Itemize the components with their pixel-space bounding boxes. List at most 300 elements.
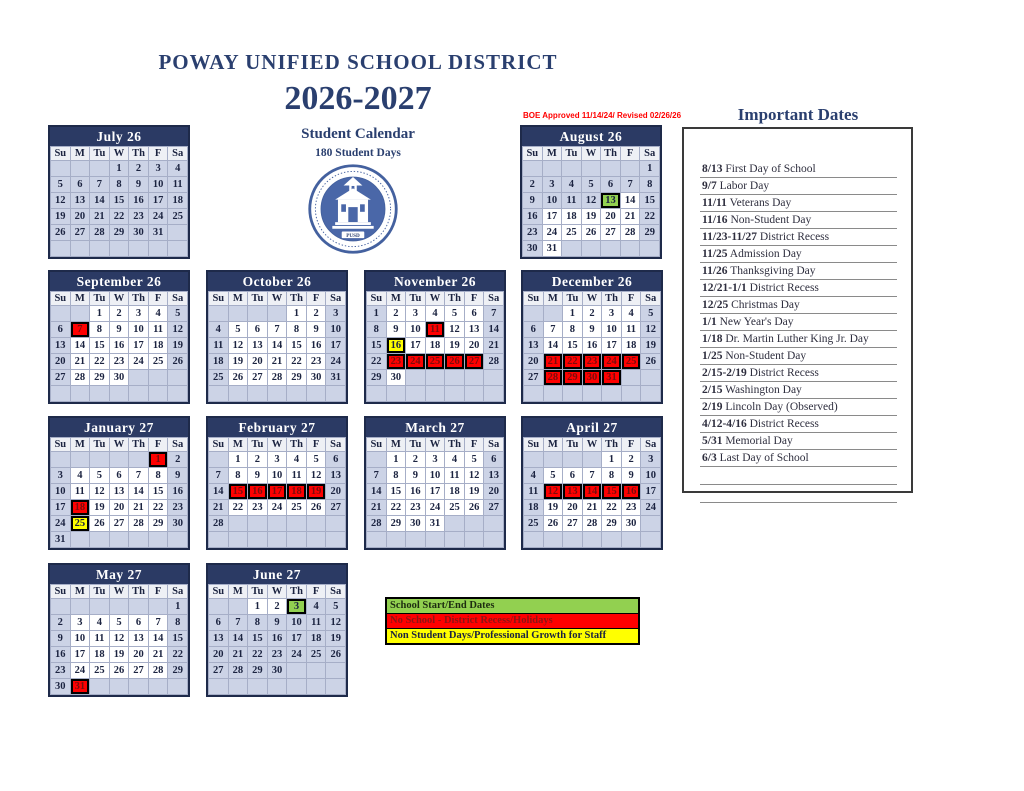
day-cell: 2 (621, 452, 641, 468)
day-cell: 29 (109, 225, 129, 241)
day-cell: 16 (109, 338, 129, 354)
weekday-header: Su (51, 585, 71, 599)
day-cell: 14 (129, 484, 149, 500)
day-cell: 21 (90, 209, 110, 225)
day-cell: 7 (129, 468, 149, 484)
day-cell (524, 306, 544, 322)
legend-item: Non Student Days/Professional Growth for Staff (387, 629, 638, 643)
day-cell: 25 (90, 663, 110, 679)
day-cell: 11 (148, 322, 168, 338)
day-cell (228, 386, 248, 402)
day-cell: 21 (367, 500, 387, 516)
day-cell: 14 (70, 338, 90, 354)
weekday-header: Th (287, 292, 307, 306)
day-cell: 19 (641, 338, 661, 354)
day-cell: 24 (267, 500, 287, 516)
school-year-title: 2026-2027 (284, 80, 432, 117)
day-cell (524, 386, 544, 402)
month-title: May 27 (50, 565, 188, 584)
day-cell: 9 (582, 322, 602, 338)
day-cell (109, 452, 129, 468)
legend (385, 597, 640, 645)
day-cell (543, 306, 563, 322)
day-cell: 7 (209, 468, 229, 484)
day-cell: 30 (109, 370, 129, 386)
day-cell: 17 (641, 484, 661, 500)
weekday-header: W (425, 292, 445, 306)
day-cell: 16 (129, 193, 149, 209)
day-cell: 25 (562, 225, 582, 241)
day-cell: 1 (602, 452, 622, 468)
day-cell: 14 (209, 484, 229, 500)
calendar-september (48, 270, 190, 404)
day-cell (563, 452, 583, 468)
day-cell: 31 (326, 370, 346, 386)
day-cell (621, 386, 641, 402)
calendar-december (521, 270, 663, 404)
day-cell (129, 532, 149, 548)
day-cell: 3 (425, 452, 445, 468)
day-cell: 26 (228, 370, 248, 386)
day-cell: 2 (386, 306, 406, 322)
day-cell: 12 (326, 615, 346, 631)
day-cell: 10 (602, 322, 622, 338)
day-cell: 7 (70, 322, 90, 338)
day-cell (168, 241, 188, 257)
day-cell (484, 386, 504, 402)
day-cell: 20 (464, 338, 484, 354)
calendar-march (364, 416, 506, 550)
day-cell (228, 532, 248, 548)
day-cell: 11 (621, 322, 641, 338)
day-cell: 4 (621, 306, 641, 322)
day-cell (70, 532, 90, 548)
day-cell: 13 (563, 484, 583, 500)
day-cell: 5 (228, 322, 248, 338)
day-cell: 8 (248, 615, 268, 631)
day-cell (129, 370, 149, 386)
day-cell (445, 516, 465, 532)
day-cell (51, 599, 71, 615)
day-cell (148, 532, 168, 548)
day-cell: 26 (464, 500, 484, 516)
day-cell: 23 (267, 647, 287, 663)
day-cell: 5 (641, 306, 661, 322)
day-cell: 2 (582, 306, 602, 322)
important-date-item: 12/21-1/1 District Recess (700, 280, 897, 297)
day-cell: 15 (90, 338, 110, 354)
day-cell (641, 386, 661, 402)
weekday-header: M (70, 147, 90, 161)
weekday-header: W (267, 438, 287, 452)
day-cell: 13 (51, 338, 71, 354)
day-cell: 18 (445, 484, 465, 500)
day-cell (621, 370, 641, 386)
day-cell: 31 (51, 532, 71, 548)
weekday-header: Th (287, 585, 307, 599)
day-cell (70, 241, 90, 257)
day-cell (287, 679, 307, 695)
day-cell (248, 516, 268, 532)
weekday-header: Th (129, 147, 149, 161)
day-cell: 21 (484, 338, 504, 354)
day-cell: 12 (581, 193, 601, 209)
day-cell: 23 (248, 500, 268, 516)
day-cell: 6 (51, 322, 71, 338)
day-cell: 2 (523, 177, 543, 193)
day-cell: 15 (367, 338, 387, 354)
day-cell: 22 (602, 500, 622, 516)
day-cell: 23 (129, 209, 149, 225)
day-cell: 24 (406, 354, 426, 370)
day-cell: 17 (70, 647, 90, 663)
day-cell (209, 532, 229, 548)
weekday-header: Su (51, 292, 71, 306)
day-cell: 20 (209, 647, 229, 663)
day-cell: 11 (306, 615, 326, 631)
day-cell (523, 161, 543, 177)
student-days-count: 180 Student Days (315, 147, 401, 159)
day-cell: 6 (563, 468, 583, 484)
day-cell: 31 (148, 225, 168, 241)
day-cell: 1 (367, 306, 387, 322)
important-date-item: 11/16 Non-Student Day (700, 212, 897, 229)
day-cell (51, 386, 71, 402)
day-cell: 29 (386, 516, 406, 532)
day-cell: 16 (51, 647, 71, 663)
day-cell (248, 532, 268, 548)
day-cell (464, 370, 484, 386)
day-cell (109, 241, 129, 257)
day-cell (542, 161, 562, 177)
day-cell (228, 599, 248, 615)
weekday-header: Th (602, 292, 622, 306)
day-cell: 4 (168, 161, 188, 177)
day-cell: 12 (109, 631, 129, 647)
logo-acronym: PUSD (346, 232, 360, 239)
day-cell: 29 (367, 370, 387, 386)
weekday-header: Sa (326, 585, 346, 599)
day-cell: 25 (425, 354, 445, 370)
day-cell: 6 (326, 452, 346, 468)
day-cell: 19 (168, 338, 188, 354)
day-cell: 7 (484, 306, 504, 322)
boe-approval-note: BOE Approved 11/14/24/ Revised 02/26/26 (523, 111, 682, 120)
day-cell: 13 (601, 193, 621, 209)
day-cell (445, 370, 465, 386)
day-cell (287, 663, 307, 679)
day-cell: 30 (386, 370, 406, 386)
weekday-header: Sa (641, 438, 661, 452)
day-cell (51, 241, 71, 257)
weekday-header: Sa (641, 292, 661, 306)
day-cell: 8 (386, 468, 406, 484)
day-cell: 14 (267, 338, 287, 354)
day-cell: 27 (70, 225, 90, 241)
day-cell: 12 (445, 322, 465, 338)
day-cell: 26 (581, 225, 601, 241)
day-cell (620, 161, 640, 177)
day-cell: 23 (621, 500, 641, 516)
day-cell: 27 (109, 516, 129, 532)
day-cell: 6 (70, 177, 90, 193)
day-cell (484, 370, 504, 386)
day-cell: 17 (287, 631, 307, 647)
calendar-october (206, 270, 348, 404)
day-cell: 9 (248, 468, 268, 484)
day-cell: 22 (228, 500, 248, 516)
day-cell: 8 (168, 615, 188, 631)
day-cell: 12 (306, 468, 326, 484)
day-cell: 28 (209, 516, 229, 532)
day-cell: 17 (148, 193, 168, 209)
day-cell (90, 679, 110, 695)
day-cell: 15 (640, 193, 660, 209)
day-cell: 30 (306, 370, 326, 386)
day-cell: 24 (602, 354, 622, 370)
day-cell: 1 (109, 161, 129, 177)
calendar-february (206, 416, 348, 550)
day-cell: 15 (228, 484, 248, 500)
day-cell: 10 (542, 193, 562, 209)
day-cell: 28 (367, 516, 387, 532)
day-cell: 9 (168, 468, 188, 484)
day-cell (602, 386, 622, 402)
day-cell: 14 (484, 322, 504, 338)
calendar-may (48, 563, 190, 697)
day-cell: 9 (386, 322, 406, 338)
day-cell: 27 (129, 663, 149, 679)
day-cell (267, 386, 287, 402)
weekday-header: Tu (248, 292, 268, 306)
weekday-header: F (306, 438, 326, 452)
day-cell: 5 (581, 177, 601, 193)
day-cell (109, 386, 129, 402)
day-cell (326, 386, 346, 402)
day-cell (562, 241, 582, 257)
important-date-item: 1/18 Dr. Martin Luther King Jr. Day (700, 331, 897, 348)
day-cell: 22 (168, 647, 188, 663)
day-cell (148, 599, 168, 615)
day-cell: 21 (148, 647, 168, 663)
day-cell: 14 (90, 193, 110, 209)
day-cell: 19 (228, 354, 248, 370)
day-cell: 16 (168, 484, 188, 500)
important-date-item: 12/25 Christmas Day (700, 297, 897, 314)
day-cell: 21 (620, 209, 640, 225)
day-cell: 19 (109, 647, 129, 663)
day-cell: 30 (621, 516, 641, 532)
day-cell: 8 (367, 322, 387, 338)
weekday-header: Su (51, 147, 71, 161)
weekday-header: W (109, 438, 129, 452)
day-cell: 15 (386, 484, 406, 500)
day-cell: 26 (109, 663, 129, 679)
day-cell (248, 386, 268, 402)
weekday-header: Tu (90, 147, 110, 161)
day-cell: 18 (425, 338, 445, 354)
day-cell: 19 (90, 500, 110, 516)
day-cell: 31 (602, 370, 622, 386)
day-cell: 21 (582, 500, 602, 516)
day-cell: 6 (524, 322, 544, 338)
day-cell: 27 (464, 354, 484, 370)
day-cell: 9 (109, 322, 129, 338)
day-cell (109, 599, 129, 615)
day-cell (306, 663, 326, 679)
day-cell: 20 (601, 209, 621, 225)
day-cell: 14 (228, 631, 248, 647)
day-cell: 18 (148, 338, 168, 354)
day-cell: 25 (287, 500, 307, 516)
day-cell: 12 (168, 322, 188, 338)
day-cell (326, 679, 346, 695)
day-cell: 11 (90, 631, 110, 647)
day-cell (168, 225, 188, 241)
day-cell: 3 (641, 452, 661, 468)
day-cell (563, 386, 583, 402)
day-cell: 9 (129, 177, 149, 193)
day-cell: 5 (90, 468, 110, 484)
day-cell (582, 452, 602, 468)
day-cell: 14 (620, 193, 640, 209)
day-cell: 21 (543, 354, 563, 370)
day-cell: 23 (406, 500, 426, 516)
day-cell: 10 (267, 468, 287, 484)
day-cell (386, 386, 406, 402)
day-cell: 1 (90, 306, 110, 322)
day-cell: 3 (148, 161, 168, 177)
calendar-june (206, 563, 348, 697)
day-cell: 10 (425, 468, 445, 484)
day-cell: 20 (563, 500, 583, 516)
weekday-header: Sa (484, 438, 504, 452)
day-cell: 29 (563, 370, 583, 386)
day-cell: 5 (109, 615, 129, 631)
weekday-header: F (464, 292, 484, 306)
day-cell: 29 (287, 370, 307, 386)
day-cell: 3 (70, 615, 90, 631)
day-cell: 15 (109, 193, 129, 209)
weekday-header: F (148, 292, 168, 306)
weekday-header: Th (601, 147, 621, 161)
day-cell: 7 (148, 615, 168, 631)
weekday-header: Tu (562, 147, 582, 161)
day-cell: 22 (640, 209, 660, 225)
day-cell: 3 (602, 306, 622, 322)
important-date-item: 8/13 First Day of School (700, 161, 897, 178)
day-cell: 9 (267, 615, 287, 631)
weekday-header: Th (445, 438, 465, 452)
day-cell (326, 532, 346, 548)
weekday-header: M (542, 147, 562, 161)
day-cell: 16 (582, 338, 602, 354)
day-cell (148, 241, 168, 257)
day-cell: 8 (109, 177, 129, 193)
legend-item: School Start/End Dates (387, 599, 638, 614)
day-cell (90, 241, 110, 257)
weekday-header: Sa (326, 438, 346, 452)
day-cell: 22 (367, 354, 387, 370)
day-cell: 25 (621, 354, 641, 370)
day-cell (228, 306, 248, 322)
day-cell (406, 386, 426, 402)
weekday-header: W (267, 585, 287, 599)
day-cell (602, 532, 622, 548)
day-cell: 28 (148, 663, 168, 679)
day-cell (367, 452, 387, 468)
day-cell: 30 (582, 370, 602, 386)
day-cell (621, 532, 641, 548)
day-cell (563, 532, 583, 548)
day-cell (306, 386, 326, 402)
day-cell: 20 (51, 354, 71, 370)
weekday-header: Sa (484, 292, 504, 306)
day-cell: 8 (602, 468, 622, 484)
day-cell (386, 532, 406, 548)
day-cell: 18 (306, 631, 326, 647)
day-cell: 6 (464, 306, 484, 322)
weekday-header: M (70, 292, 90, 306)
day-cell: 11 (425, 322, 445, 338)
day-cell: 12 (464, 468, 484, 484)
day-cell: 5 (445, 306, 465, 322)
important-date-item: 11/23-11/27 District Recess (700, 229, 897, 246)
month-title: November 26 (366, 272, 504, 291)
day-cell: 6 (601, 177, 621, 193)
day-cell: 24 (326, 354, 346, 370)
day-cell (484, 532, 504, 548)
day-cell: 23 (51, 663, 71, 679)
day-cell (168, 532, 188, 548)
weekday-header: Tu (90, 292, 110, 306)
day-cell (129, 599, 149, 615)
day-cell (641, 370, 661, 386)
day-cell: 11 (209, 338, 229, 354)
day-cell: 9 (406, 468, 426, 484)
day-cell: 31 (542, 241, 562, 257)
day-cell: 17 (326, 338, 346, 354)
day-cell (425, 386, 445, 402)
day-cell: 5 (168, 306, 188, 322)
day-cell: 1 (640, 161, 660, 177)
day-cell: 30 (406, 516, 426, 532)
weekday-header: Tu (90, 438, 110, 452)
day-cell: 11 (287, 468, 307, 484)
important-date-item: 11/11 Veterans Day (700, 195, 897, 212)
day-cell: 6 (484, 452, 504, 468)
day-cell: 3 (51, 468, 71, 484)
day-cell: 25 (209, 370, 229, 386)
day-cell: 17 (51, 500, 71, 516)
month-title: August 26 (522, 127, 660, 146)
month-title: October 26 (208, 272, 346, 291)
day-cell: 22 (148, 500, 168, 516)
day-cell: 15 (248, 631, 268, 647)
day-cell: 6 (109, 468, 129, 484)
day-cell (464, 516, 484, 532)
day-cell: 16 (621, 484, 641, 500)
day-cell: 11 (562, 193, 582, 209)
day-cell (543, 452, 563, 468)
weekday-header: M (70, 585, 90, 599)
day-cell: 28 (70, 370, 90, 386)
day-cell: 5 (464, 452, 484, 468)
weekday-header: W (109, 585, 129, 599)
day-cell: 22 (109, 209, 129, 225)
day-cell: 24 (542, 225, 562, 241)
day-cell (326, 663, 346, 679)
